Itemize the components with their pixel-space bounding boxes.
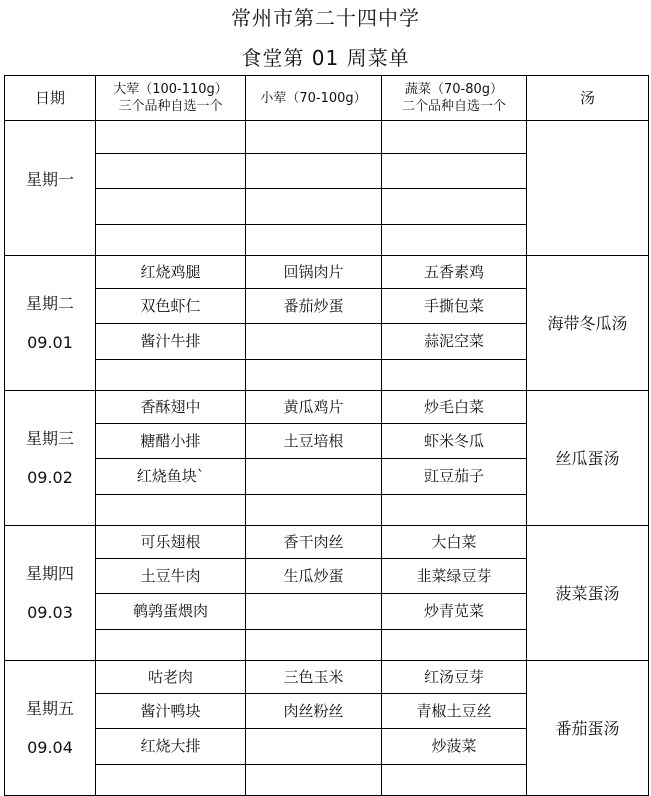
- big-dish-cell: [96, 189, 246, 225]
- big-dish-cell: [96, 495, 246, 526]
- small-dish-cell: 番茄炒蛋: [246, 289, 382, 324]
- veg-dish-cell: [382, 225, 527, 256]
- small-dish-cell: [246, 459, 382, 495]
- small-dish-cell: 生瓜炒蛋: [246, 559, 382, 594]
- veg-dish-cell: 虾米冬瓜: [382, 424, 527, 459]
- big-dish-cell: 香酥翅中: [96, 391, 246, 424]
- soup-cell: 番茄蛋汤: [527, 661, 649, 796]
- menu-body: [5, 121, 649, 796]
- day-date: 09.03: [27, 602, 73, 622]
- header-big-meat: [96, 76, 246, 121]
- dish-row: [5, 661, 649, 694]
- small-dish-cell: [246, 765, 382, 796]
- small-dish-cell: [246, 324, 382, 360]
- header-date: 日期: [5, 76, 96, 121]
- small-dish-cell: [246, 729, 382, 765]
- day-date: 09.01: [27, 332, 73, 352]
- veg-dish-cell: 青椒土豆丝: [382, 694, 527, 729]
- soup-cell: 菠菜蛋汤: [527, 526, 649, 661]
- dish-row: [5, 121, 649, 154]
- big-dish-cell: [96, 360, 246, 391]
- big-dish-cell: 土豆牛肉: [96, 559, 246, 594]
- small-dish-cell: 土豆培根: [246, 424, 382, 459]
- veg-dish-cell: 手撕包菜: [382, 289, 527, 324]
- header-big-meat-line1: 大荤（100-110g）: [113, 82, 228, 97]
- veg-dish-cell: [382, 154, 527, 189]
- day-date: 09.04: [27, 737, 73, 757]
- big-dish-cell: 红烧鱼块`: [96, 459, 246, 495]
- soup-cell: [527, 121, 649, 256]
- veg-dish-cell: [382, 189, 527, 225]
- small-dish-cell: [246, 594, 382, 630]
- header-vegetable-line1: 蔬菜（70-80g）: [404, 82, 504, 97]
- veg-dish-cell: 炒菠菜: [382, 729, 527, 765]
- header-row: [5, 76, 649, 121]
- day-cell: [5, 121, 96, 256]
- header-big-meat-line2: 三个品种自选一个: [118, 99, 223, 114]
- small-dish-cell: [246, 360, 382, 391]
- big-dish-cell: [96, 765, 246, 796]
- menu-subtitle: 食堂第 01 周菜单: [241, 46, 410, 70]
- small-dish-cell: 黄瓜鸡片: [246, 391, 382, 424]
- big-dish-cell: 酱汁鸭块: [96, 694, 246, 729]
- big-dish-cell: 双色虾仁: [96, 289, 246, 324]
- big-dish-cell: [96, 630, 246, 661]
- small-dish-cell: [246, 495, 382, 526]
- big-dish-cell: 红烧鸡腿: [96, 256, 246, 289]
- veg-dish-cell: [382, 121, 527, 154]
- small-dish-cell: 肉丝粉丝: [246, 694, 382, 729]
- school-title: 常州市第二十四中学: [231, 6, 420, 30]
- veg-dish-cell: [382, 360, 527, 391]
- menu-table: [4, 75, 649, 796]
- veg-dish-cell: 红汤豆芽: [382, 661, 527, 694]
- day-cell: [5, 661, 96, 796]
- veg-dish-cell: 韭菜绿豆芽: [382, 559, 527, 594]
- veg-dish-cell: [382, 495, 527, 526]
- dish-row: [5, 256, 649, 289]
- dish-row: [5, 526, 649, 559]
- veg-dish-cell: 大白菜: [382, 526, 527, 559]
- small-dish-cell: 回锅肉片: [246, 256, 382, 289]
- veg-dish-cell: 五香素鸡: [382, 256, 527, 289]
- small-dish-cell: [246, 225, 382, 256]
- header-vegetable-line2: 二个品种自选一个: [401, 99, 506, 114]
- day-name: 星期三: [25, 428, 74, 448]
- big-dish-cell: 鹌鹑蛋煨肉: [96, 594, 246, 630]
- big-dish-cell: [96, 154, 246, 189]
- big-dish-cell: [96, 121, 246, 154]
- veg-dish-cell: 炒毛白菜: [382, 391, 527, 424]
- small-dish-cell: 香干肉丝: [246, 526, 382, 559]
- big-dish-cell: 糖醋小排: [96, 424, 246, 459]
- dish-row: [5, 391, 649, 424]
- day-name: 星期五: [25, 698, 74, 718]
- day-name: 星期二: [25, 293, 74, 313]
- small-dish-cell: [246, 121, 382, 154]
- header-vegetable: [382, 76, 527, 121]
- big-dish-cell: 酱汁牛排: [96, 324, 246, 360]
- small-dish-cell: 三色玉米: [246, 661, 382, 694]
- soup-cell: 海带冬瓜汤: [527, 256, 649, 391]
- soup-cell: 丝瓜蛋汤: [527, 391, 649, 526]
- small-dish-cell: [246, 154, 382, 189]
- day-cell: [5, 256, 96, 391]
- day-cell: [5, 526, 96, 661]
- header-soup: 汤: [527, 76, 649, 121]
- day-cell: [5, 391, 96, 526]
- big-dish-cell: 可乐翅根: [96, 526, 246, 559]
- small-dish-cell: [246, 189, 382, 225]
- veg-dish-cell: 炒青苋菜: [382, 594, 527, 630]
- day-date: 09.02: [27, 467, 73, 487]
- day-name: 星期四: [25, 563, 74, 583]
- veg-dish-cell: 蒜泥空菜: [382, 324, 527, 360]
- small-dish-cell: [246, 630, 382, 661]
- header-small-meat: 小荤（70-100g）: [246, 76, 382, 121]
- veg-dish-cell: [382, 765, 527, 796]
- veg-dish-cell: 豇豆茄子: [382, 459, 527, 495]
- big-dish-cell: [96, 225, 246, 256]
- big-dish-cell: 红烧大排: [96, 729, 246, 765]
- veg-dish-cell: [382, 630, 527, 661]
- day-name: 星期一: [25, 169, 74, 189]
- big-dish-cell: 咕老肉: [96, 661, 246, 694]
